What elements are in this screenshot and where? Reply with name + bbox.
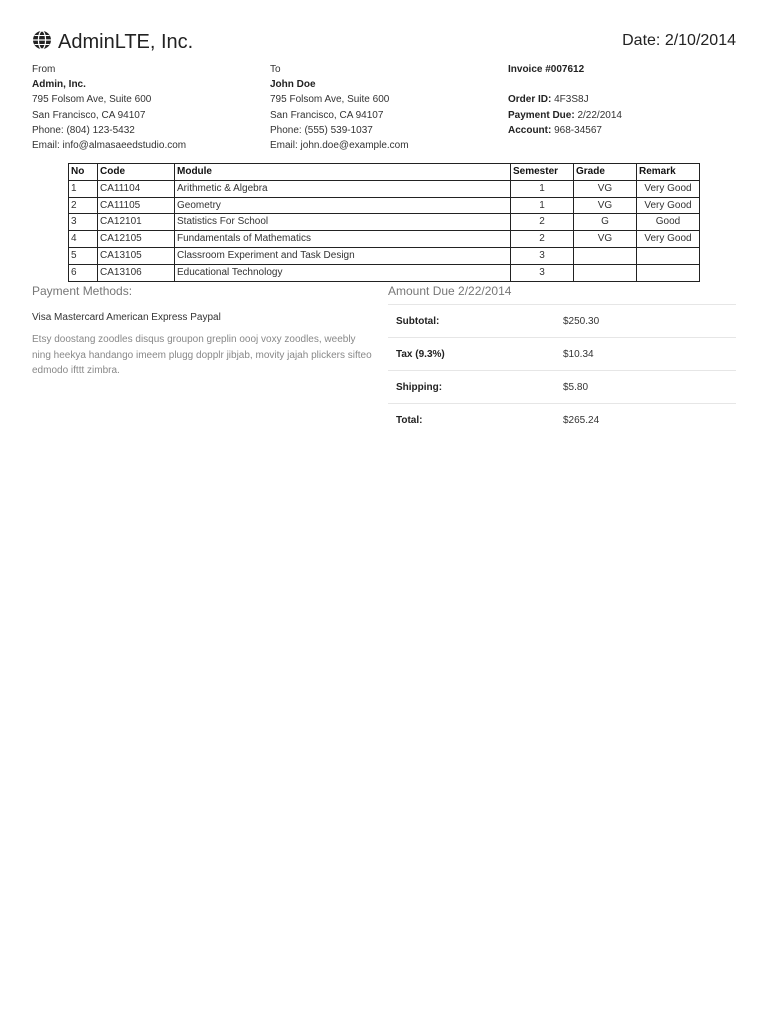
row-number-cell: 1 [69,180,98,197]
totals-label: Subtotal: [388,305,562,338]
from-address-line1: 795 Folsom Ave, Suite 600 [32,94,152,106]
totals-row [388,404,736,437]
globe-icon [32,30,58,55]
to-email: Email: john.doe@example.com [270,140,409,152]
column-header: Module [175,164,511,181]
module-name-cell: Educational Technology [175,264,511,281]
column-header: Remark [637,164,700,181]
remark-cell: Very Good [637,180,700,197]
payment-methods-list: Visa Mastercard American Express Paypal [32,312,221,323]
from-email: Email: info@almasaeedstudio.com [32,140,187,152]
to-label: To [270,64,281,75]
amount-due [388,284,736,436]
table-row [69,247,700,264]
totals-value: $250.30 [562,305,736,338]
from-address [32,62,262,153]
invoice-details [508,62,736,138]
remark-cell: Very Good [637,231,700,248]
totals-row [388,305,736,338]
column-header: Code [98,164,175,181]
totals-value: $265.24 [562,404,736,437]
row-number-cell: 6 [69,264,98,281]
semester-cell: 3 [511,264,574,281]
grade-cell: VG [574,180,637,197]
from-address-line2: San Francisco, CA 94107 [32,109,146,121]
module-name-cell: Fundamentals of Mathematics [175,231,511,248]
grade-cell: VG [574,231,637,248]
totals-label: Shipping: [388,371,562,404]
grade-cell: G [574,214,637,231]
grade-cell [574,247,637,264]
payment-due: Payment Due: 2/22/2014 [508,109,622,121]
semester-cell: 2 [511,214,574,231]
table-header-row [69,164,700,181]
account: Account: 968-34567 [508,124,602,136]
order-id: Order ID: 4F3S8J [508,94,589,106]
grades-table [68,163,700,282]
remark-cell: Very Good [637,197,700,214]
semester-cell: 2 [511,231,574,248]
to-address [270,62,500,153]
module-name-cell: Geometry [175,197,511,214]
table-row [69,180,700,197]
course-code-cell: CA13106 [98,264,175,281]
totals-label: Total: [388,404,562,437]
table-row [69,264,700,281]
course-code-cell: CA12101 [98,214,175,231]
totals-value: $5.80 [562,371,736,404]
from-label: From [32,64,56,75]
payment-note: Etsy doostang zoodles disqus groupon greplin oooj voxy zoodles, weebly ning heekya handango imeem plugg dopplr jibjab, movity jajah plickers sifteo edmodo ifttt zimbra. [32,334,372,376]
to-phone: Phone: (555) 539-1037 [270,124,373,136]
grade-cell: VG [574,197,637,214]
course-code-cell: CA11105 [98,197,175,214]
invoice-page [32,28,736,426]
table-row [69,197,700,214]
row-number-cell: 3 [69,214,98,231]
to-name: John Doe [270,79,316,91]
remark-cell [637,264,700,281]
course-code-cell: CA12105 [98,231,175,248]
totals-label: Tax (9.3%) [388,338,562,371]
row-number-cell: 2 [69,197,98,214]
invoice-number: Invoice #007612 [508,64,585,75]
payment-methods [32,284,372,379]
semester-cell: 3 [511,247,574,264]
semester-cell: 1 [511,180,574,197]
from-phone: Phone: (804) 123-5432 [32,124,135,136]
grade-cell [574,264,637,281]
payment-methods-title: Payment Methods: [32,284,133,298]
table-row [69,231,700,248]
from-name: Admin, Inc. [32,79,86,91]
invoice-date: Date: 2/10/2014 [622,32,736,49]
course-code-cell: CA11104 [98,180,175,197]
module-name-cell: Arithmetic & Algebra [175,180,511,197]
module-name-cell: Classroom Experiment and Task Design [175,247,511,264]
brand-name: AdminLTE, Inc. [58,31,194,53]
table-row [69,214,700,231]
column-header: Grade [574,164,637,181]
totals-row [388,371,736,404]
semester-cell: 1 [511,197,574,214]
column-header: No [69,164,98,181]
totals-row [388,338,736,371]
column-header: Semester [511,164,574,181]
remark-cell: Good [637,214,700,231]
amount-due-title: Amount Due 2/22/2014 [388,284,512,298]
invoice-header [32,28,736,64]
totals-value: $10.34 [562,338,736,371]
row-number-cell: 4 [69,231,98,248]
row-number-cell: 5 [69,247,98,264]
course-code-cell: CA13105 [98,247,175,264]
to-address-line2: San Francisco, CA 94107 [270,109,384,121]
brand [32,30,193,55]
remark-cell [637,247,700,264]
module-name-cell: Statistics For School [175,214,511,231]
totals-table [388,304,736,436]
to-address-line1: 795 Folsom Ave, Suite 600 [270,94,390,106]
